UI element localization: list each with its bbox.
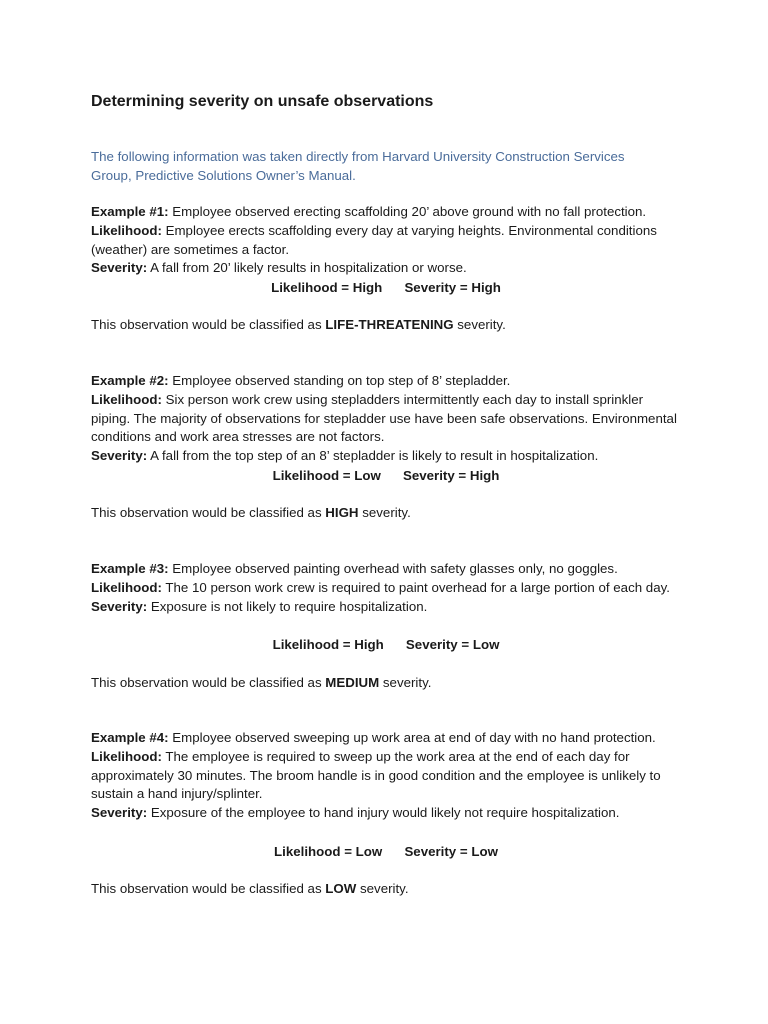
likelihood-text: Six person work crew using stepladders intermittently each day to install sprinkler piping. The majority of observations for stepladder use have been safe observations. Environmental conditions and work area stresses are not factors. <box>91 391 677 445</box>
example-4-classification <box>91 880 409 898</box>
classification-level: MEDIUM <box>325 675 380 690</box>
example-2-classification <box>91 504 411 522</box>
example-4-block <box>91 729 681 823</box>
classification-level: HIGH <box>325 505 359 520</box>
example-3-block <box>91 560 681 616</box>
example-2-severity <box>91 447 681 466</box>
example-2-summary: Likelihood = Low Severity = High <box>272 468 500 483</box>
example-label: Example #1: <box>91 204 169 219</box>
likelihood-label: Likelihood: <box>91 391 162 407</box>
example-4-severity <box>91 804 681 823</box>
example-3-summary: Likelihood = High Severity = Low <box>272 637 500 652</box>
likelihood-label: Likelihood: <box>91 579 162 595</box>
example-3-observation <box>91 560 681 579</box>
example-3-likelihood <box>91 579 681 598</box>
observation-text: Employee observed standing on top step of 8’ stepladder. <box>168 373 511 388</box>
severity-label: Severity: <box>91 598 148 614</box>
likelihood-text: The 10 person work crew is required to paint overhead for a large portion of each day. <box>161 579 670 595</box>
severity-text: A fall from the top step of an 8’ stepladder is likely to result in hospitalization. <box>147 448 599 464</box>
severity-label: Severity: <box>91 260 148 276</box>
example-1-block <box>91 203 681 278</box>
document-title: Determining severity on unsafe observations <box>91 93 434 110</box>
severity-label: Severity: <box>91 448 148 464</box>
example-label: Example #2: <box>91 373 169 388</box>
observation-text: Employee observed sweeping up work area at end of day with no hand protection. <box>168 730 656 745</box>
example-2-likelihood <box>91 391 681 447</box>
likelihood-label: Likelihood: <box>91 222 162 238</box>
likelihood-text: Employee erects scaffolding every day at varying heights. Environmental conditions (weather) are sometimes a factor. <box>91 222 657 257</box>
classification-suffix: severity. <box>356 881 409 896</box>
severity-text: Exposure is not likely to require hospitalization. <box>147 598 428 614</box>
classification-prefix: This observation would be classified as <box>91 317 326 332</box>
likelihood-label: Likelihood: <box>91 748 162 764</box>
example-3-severity <box>91 598 681 617</box>
example-1-observation <box>91 203 681 222</box>
severity-text: A fall from 20’ likely results in hospitalization or worse. <box>147 260 467 276</box>
severity-text: Exposure of the employee to hand injury would likely not require hospitalization. <box>147 805 620 821</box>
classification-level: LOW <box>325 881 357 896</box>
classification-suffix: severity. <box>453 317 506 332</box>
classification-suffix: severity. <box>379 675 432 690</box>
severity-label: Severity: <box>91 805 148 821</box>
observation-text: Employee observed painting overhead with safety glasses only, no goggles. <box>168 561 618 576</box>
example-1-severity <box>91 259 681 278</box>
example-2-block <box>91 372 681 466</box>
classification-level: LIFE-THREATENING <box>325 317 454 332</box>
example-label: Example #3: <box>91 561 169 576</box>
example-1-likelihood <box>91 222 681 260</box>
example-label: Example #4: <box>91 730 169 745</box>
observation-text: Employee observed erecting scaffolding 20’ above ground with no fall protection. <box>168 204 647 219</box>
classification-prefix: This observation would be classified as <box>91 881 326 896</box>
classification-suffix: severity. <box>358 505 411 520</box>
example-4-summary: Likelihood = Low Severity = Low <box>274 844 498 859</box>
example-1-summary: Likelihood = High Severity = High <box>271 280 501 295</box>
example-1-classification <box>91 316 506 334</box>
example-2-observation <box>91 372 681 391</box>
classification-prefix: This observation would be classified as <box>91 675 326 690</box>
example-4-likelihood <box>91 748 681 804</box>
example-3-classification <box>91 674 431 692</box>
example-4-observation <box>91 729 681 748</box>
likelihood-text: The employee is required to sweep up the work area at the end of each day for approximately 30 minutes. The broom handle is in good condition and the employee is unlikely to sustain a hand injury/splinter. <box>91 748 661 802</box>
classification-prefix: This observation would be classified as <box>91 505 326 520</box>
intro-paragraph: The following information was taken directly from Harvard University Construction Services Group, Predictive Solutions Owner’s Manual. <box>91 149 625 183</box>
